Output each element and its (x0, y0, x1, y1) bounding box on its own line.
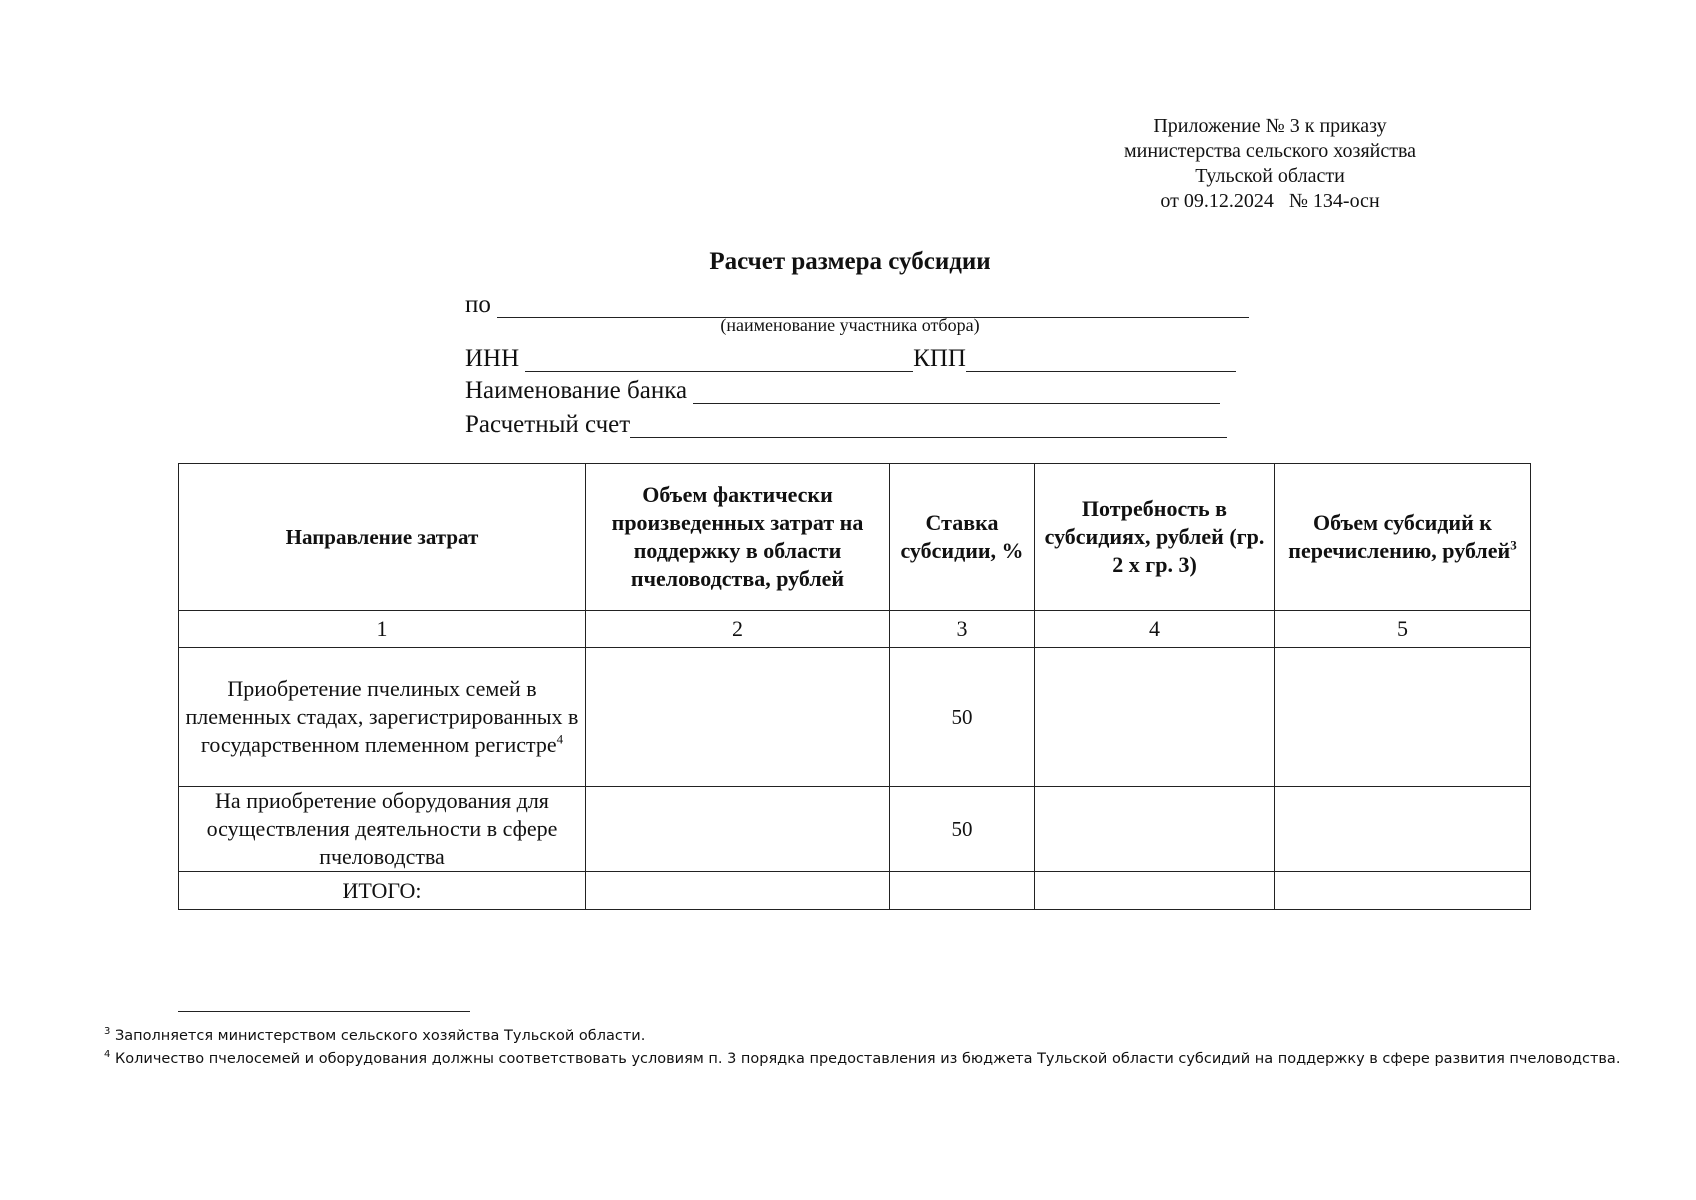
footnote-4: $^4$ Количество пчелосемей и оборудования должны соответствовать условиям п. 3 порядка предоставления из бюджета Тульской области субсидий на поддержку в сфере развития пчеловодства. (104, 1049, 1621, 1067)
footnote-divider (178, 1011, 470, 1012)
bank-field (465, 372, 1251, 404)
header-rate: Ставка субсидии, % (890, 464, 1035, 611)
column-number-row (179, 611, 1531, 648)
total-volume-cell[interactable] (586, 872, 890, 910)
table-header-row (179, 464, 1531, 611)
rate-cell: 50 (890, 648, 1035, 787)
column-number: 4 (1035, 611, 1275, 648)
header-transfer: Объем субсидий к перечислению, рублей$^3$ (1275, 464, 1531, 611)
participant-blank[interactable] (497, 291, 1249, 318)
document-title: Расчет размера субсидии (709, 248, 991, 275)
appendix-header (1080, 114, 1460, 214)
header-need: Потребность в субсидиях, рублей (гр. 2 х гр. 3) (1035, 464, 1275, 611)
inn-label: ИНН (465, 345, 520, 372)
footnote-ref-3[interactable]: 3 (1510, 537, 1517, 553)
column-number: 2 (586, 611, 890, 648)
account-field (465, 406, 1251, 438)
direction-cell: На приобретение оборудования для осуществления деятельности в сфере пчеловодства (179, 787, 586, 872)
need-cell[interactable] (1035, 648, 1275, 787)
transfer-cell[interactable] (1275, 787, 1531, 872)
column-number: 1 (179, 611, 586, 648)
table-row (179, 787, 1531, 872)
footnote-3: $^3$ Заполняется министерством сельского хозяйства Тульской области. (104, 1026, 646, 1044)
kpp-blank[interactable] (966, 345, 1236, 372)
inn-kpp-field (465, 340, 1251, 372)
rate-cell: 50 (890, 787, 1035, 872)
account-blank[interactable] (630, 411, 1227, 438)
total-label: ИТОГО: (179, 872, 586, 910)
kpp-label: КПП (913, 345, 966, 372)
direction-cell: Приобретение пчелиных семей в племенных стадах, зарегистрированных в государственном племенном регистре$^4$ (179, 648, 586, 787)
total-rate-cell (890, 872, 1035, 910)
participant-field (465, 286, 1251, 318)
footnote-ref-4[interactable]: 4 (556, 731, 564, 747)
need-cell[interactable] (1035, 787, 1275, 872)
header-volume: Объем фактически произведенных затрат на поддержку в области пчеловодства, рублей (586, 464, 890, 611)
total-transfer-cell[interactable] (1275, 872, 1531, 910)
header-direction: Направление затрат (179, 464, 586, 611)
total-need-cell[interactable] (1035, 872, 1275, 910)
volume-cell[interactable] (586, 787, 890, 872)
footnotes (104, 1025, 1664, 1071)
appendix-line: министерства сельского хозяйства (1123, 140, 1417, 162)
subsidy-calculation-table (178, 463, 1531, 910)
appendix-line: Тульской области (1195, 165, 1345, 187)
transfer-cell[interactable] (1275, 648, 1531, 787)
inn-blank[interactable] (525, 345, 913, 372)
total-row (179, 872, 1531, 910)
column-number: 3 (890, 611, 1035, 648)
bank-label: Наименование банка (465, 377, 688, 404)
table-row (179, 648, 1531, 787)
appendix-line: от 09.12.2024 № 134-осн (1160, 190, 1380, 212)
appendix-line: Приложение № 3 к приказу (1153, 115, 1387, 137)
account-label: Расчетный счет (465, 411, 631, 438)
column-number: 5 (1275, 611, 1531, 648)
volume-cell[interactable] (586, 648, 890, 787)
bank-blank[interactable] (693, 377, 1220, 404)
po-label: по (465, 291, 491, 318)
participant-caption: (наименование участника отбора) (720, 315, 980, 335)
